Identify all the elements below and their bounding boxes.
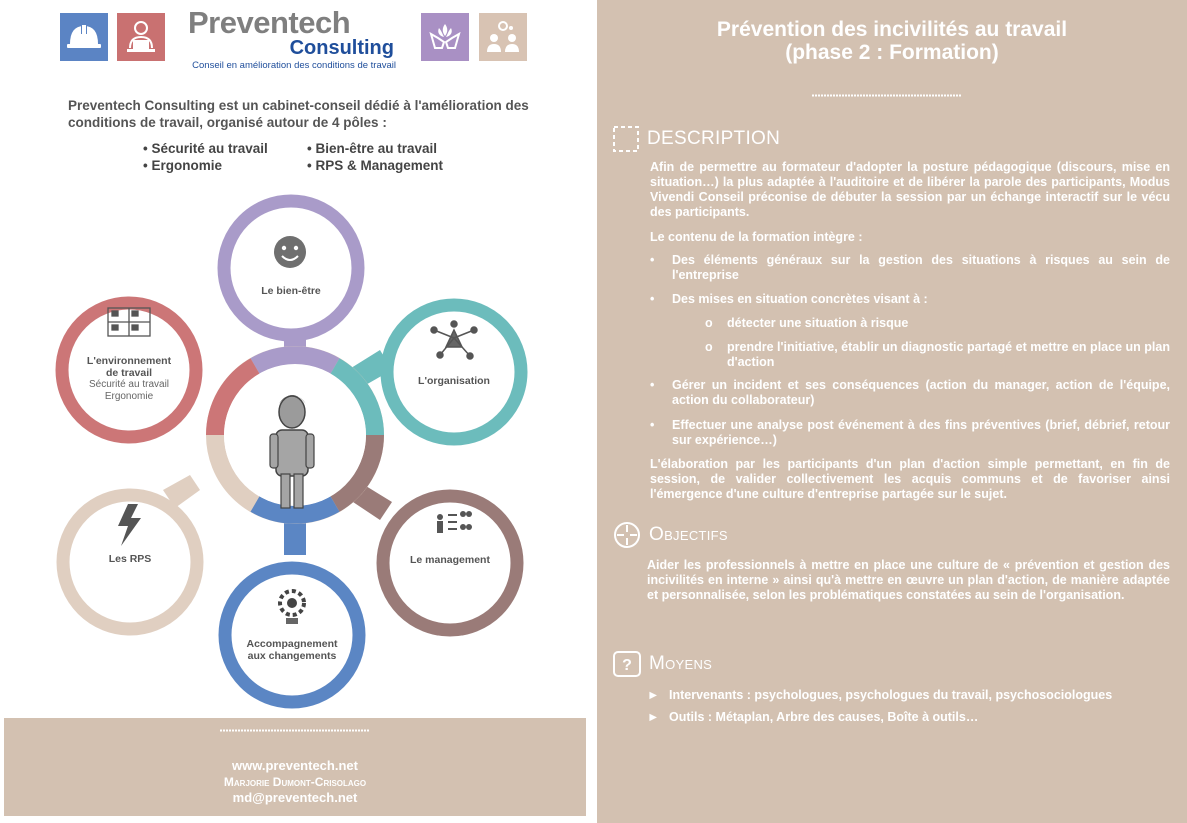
bullet-text: Gérer un incident et ses conséquences (action du manager, action de l'équipe, action du collaborateur) xyxy=(672,378,1170,407)
bullet-marker: • xyxy=(650,378,655,392)
footer-divider xyxy=(4,720,586,738)
moyens-item-text: Outils : Métaplan, Arbre des causes, Boîte à outils… xyxy=(669,710,979,724)
poles-diagram xyxy=(0,190,593,710)
pole-item: • Sécurité au travail xyxy=(143,140,268,157)
brand-logo xyxy=(188,5,400,71)
node-accompagnement-line2: aux changements xyxy=(247,650,337,662)
pole-item: • Ergonomie xyxy=(143,157,268,174)
arrow-icon: ► xyxy=(647,688,660,702)
footer-contact-name: Marjorie Dumont-Crisolago xyxy=(223,775,367,789)
brand-sub: Consulting xyxy=(289,37,394,59)
node-environnement-line1: L'environnement xyxy=(86,355,172,367)
node-accompagnement xyxy=(232,638,352,662)
poles-left xyxy=(143,140,268,174)
description-para2: Le contenu de la formation intègre : xyxy=(650,230,863,244)
brand-name: Preventech xyxy=(188,5,351,40)
description-bullet xyxy=(650,253,1170,283)
node-environnement-line2: de travail xyxy=(105,367,153,379)
objectifs-para: Aider les professionnels à mettre en place une culture de « prévention et gestion des incivilités en interne » ainsi qu'à mettre en œuvre un plan d'action, de manière adaptée et personnalisée, selon les problématiques constatées au sein de l'organisation. xyxy=(647,558,1170,602)
footer-contact xyxy=(4,718,586,816)
description-sub-bullet xyxy=(705,316,1170,331)
bullet-marker: • xyxy=(650,253,655,267)
objectifs-heading-label: Objectifs xyxy=(649,524,728,545)
description-bullet xyxy=(650,378,1170,408)
worker-laptop-icon xyxy=(117,13,165,61)
title-line1: Prévention des incivilités au travail xyxy=(716,18,1068,41)
footer-email[interactable]: md@preventech.net xyxy=(232,790,358,805)
description-sub-bullet xyxy=(705,340,1170,370)
poles-right xyxy=(307,140,443,174)
objectifs-heading xyxy=(612,520,728,550)
question-icon xyxy=(612,650,642,678)
description-heading xyxy=(612,125,780,153)
bullet-marker: o xyxy=(705,340,713,354)
bullet-marker: • xyxy=(650,418,655,432)
bullet-marker: • xyxy=(650,292,655,306)
title-line2: (phase 2 : Formation) xyxy=(785,41,999,64)
brand-tagline: Conseil en amélioration des conditions de travail xyxy=(192,60,396,71)
node-management: Le management xyxy=(410,554,490,566)
footer-website[interactable]: www.preventech.net xyxy=(232,758,358,773)
right-panel xyxy=(597,0,1187,823)
moyens-item xyxy=(647,710,1169,725)
left-panel xyxy=(0,0,593,823)
moyens-item xyxy=(647,688,1169,703)
helmet-icon xyxy=(60,13,108,61)
node-bien-etre: Le bien-être xyxy=(261,285,321,297)
smiley-icon xyxy=(274,236,306,268)
node-environnement-sub1: Sécurité au travail xyxy=(88,379,170,390)
node-accompagnement-line1: Accompagnement xyxy=(246,638,338,650)
bullet-text: Des mises en situation concrètes visant à : xyxy=(672,292,928,306)
pole-item: • Bien-être au travail xyxy=(307,140,443,157)
page-title xyxy=(597,18,1187,64)
description-bullet xyxy=(650,292,1170,307)
svg-text:?: ? xyxy=(622,657,632,674)
arrow-icon: ► xyxy=(647,710,660,724)
team-gear-icon xyxy=(479,13,527,61)
node-environnement xyxy=(69,355,189,403)
title-divider xyxy=(812,93,962,98)
moyens-heading-label: Moyens xyxy=(649,653,713,674)
node-rps: Les RPS xyxy=(108,553,152,565)
description-para3: L'élaboration par les participants d'un plan d'action simple permettant, en fin de session, de valider collectivement les acquis communs et de favoriser ainsi l'émergence d'une culture d'entreprise partagée sur le sujet. xyxy=(650,457,1170,501)
description-para1: Afin de permettre au formateur d'adopter la posture pédagogique (discours, mise en situation…) la plus adaptée à l'auditoire et de libérer la parole des participants, Modus Vivendi Conseil préconise de débuter la session par un échange interactif sur le vécu des participants. xyxy=(650,160,1170,219)
bullet-text: prendre l'initiative, établir un diagnostic partagé et mettre en place un plan d'action xyxy=(727,340,1170,369)
description-heading-label: DESCRIPTION xyxy=(647,128,781,149)
hands-care-icon xyxy=(421,13,469,61)
bullet-text: Des éléments généraux sur la gestion des situations à risques au sein de l'entreprise xyxy=(672,253,1170,282)
moyens-heading xyxy=(612,650,712,678)
node-environnement-sub2: Ergonomie xyxy=(104,391,154,402)
pole-item: • RPS & Management xyxy=(307,157,443,174)
moyens-item-text: Intervenants : psychologues, psychologues du travail, psychosociologues xyxy=(669,688,1113,702)
intro-text: Preventech Consulting est un cabinet-conseil dédié à l'amélioration des conditions de travail, organisé autour de 4 pôles : xyxy=(68,98,529,130)
bullet-text: détecter une situation à risque xyxy=(727,316,909,330)
description-icon xyxy=(612,125,640,153)
bullet-marker: o xyxy=(705,316,713,330)
target-icon xyxy=(612,520,642,550)
node-organisation: L'organisation xyxy=(418,375,490,387)
description-bullet xyxy=(650,418,1170,448)
bullet-text: Effectuer une analyse post événement à des fins préventives (brief, débrief, retour sur expérience…) xyxy=(672,418,1170,447)
